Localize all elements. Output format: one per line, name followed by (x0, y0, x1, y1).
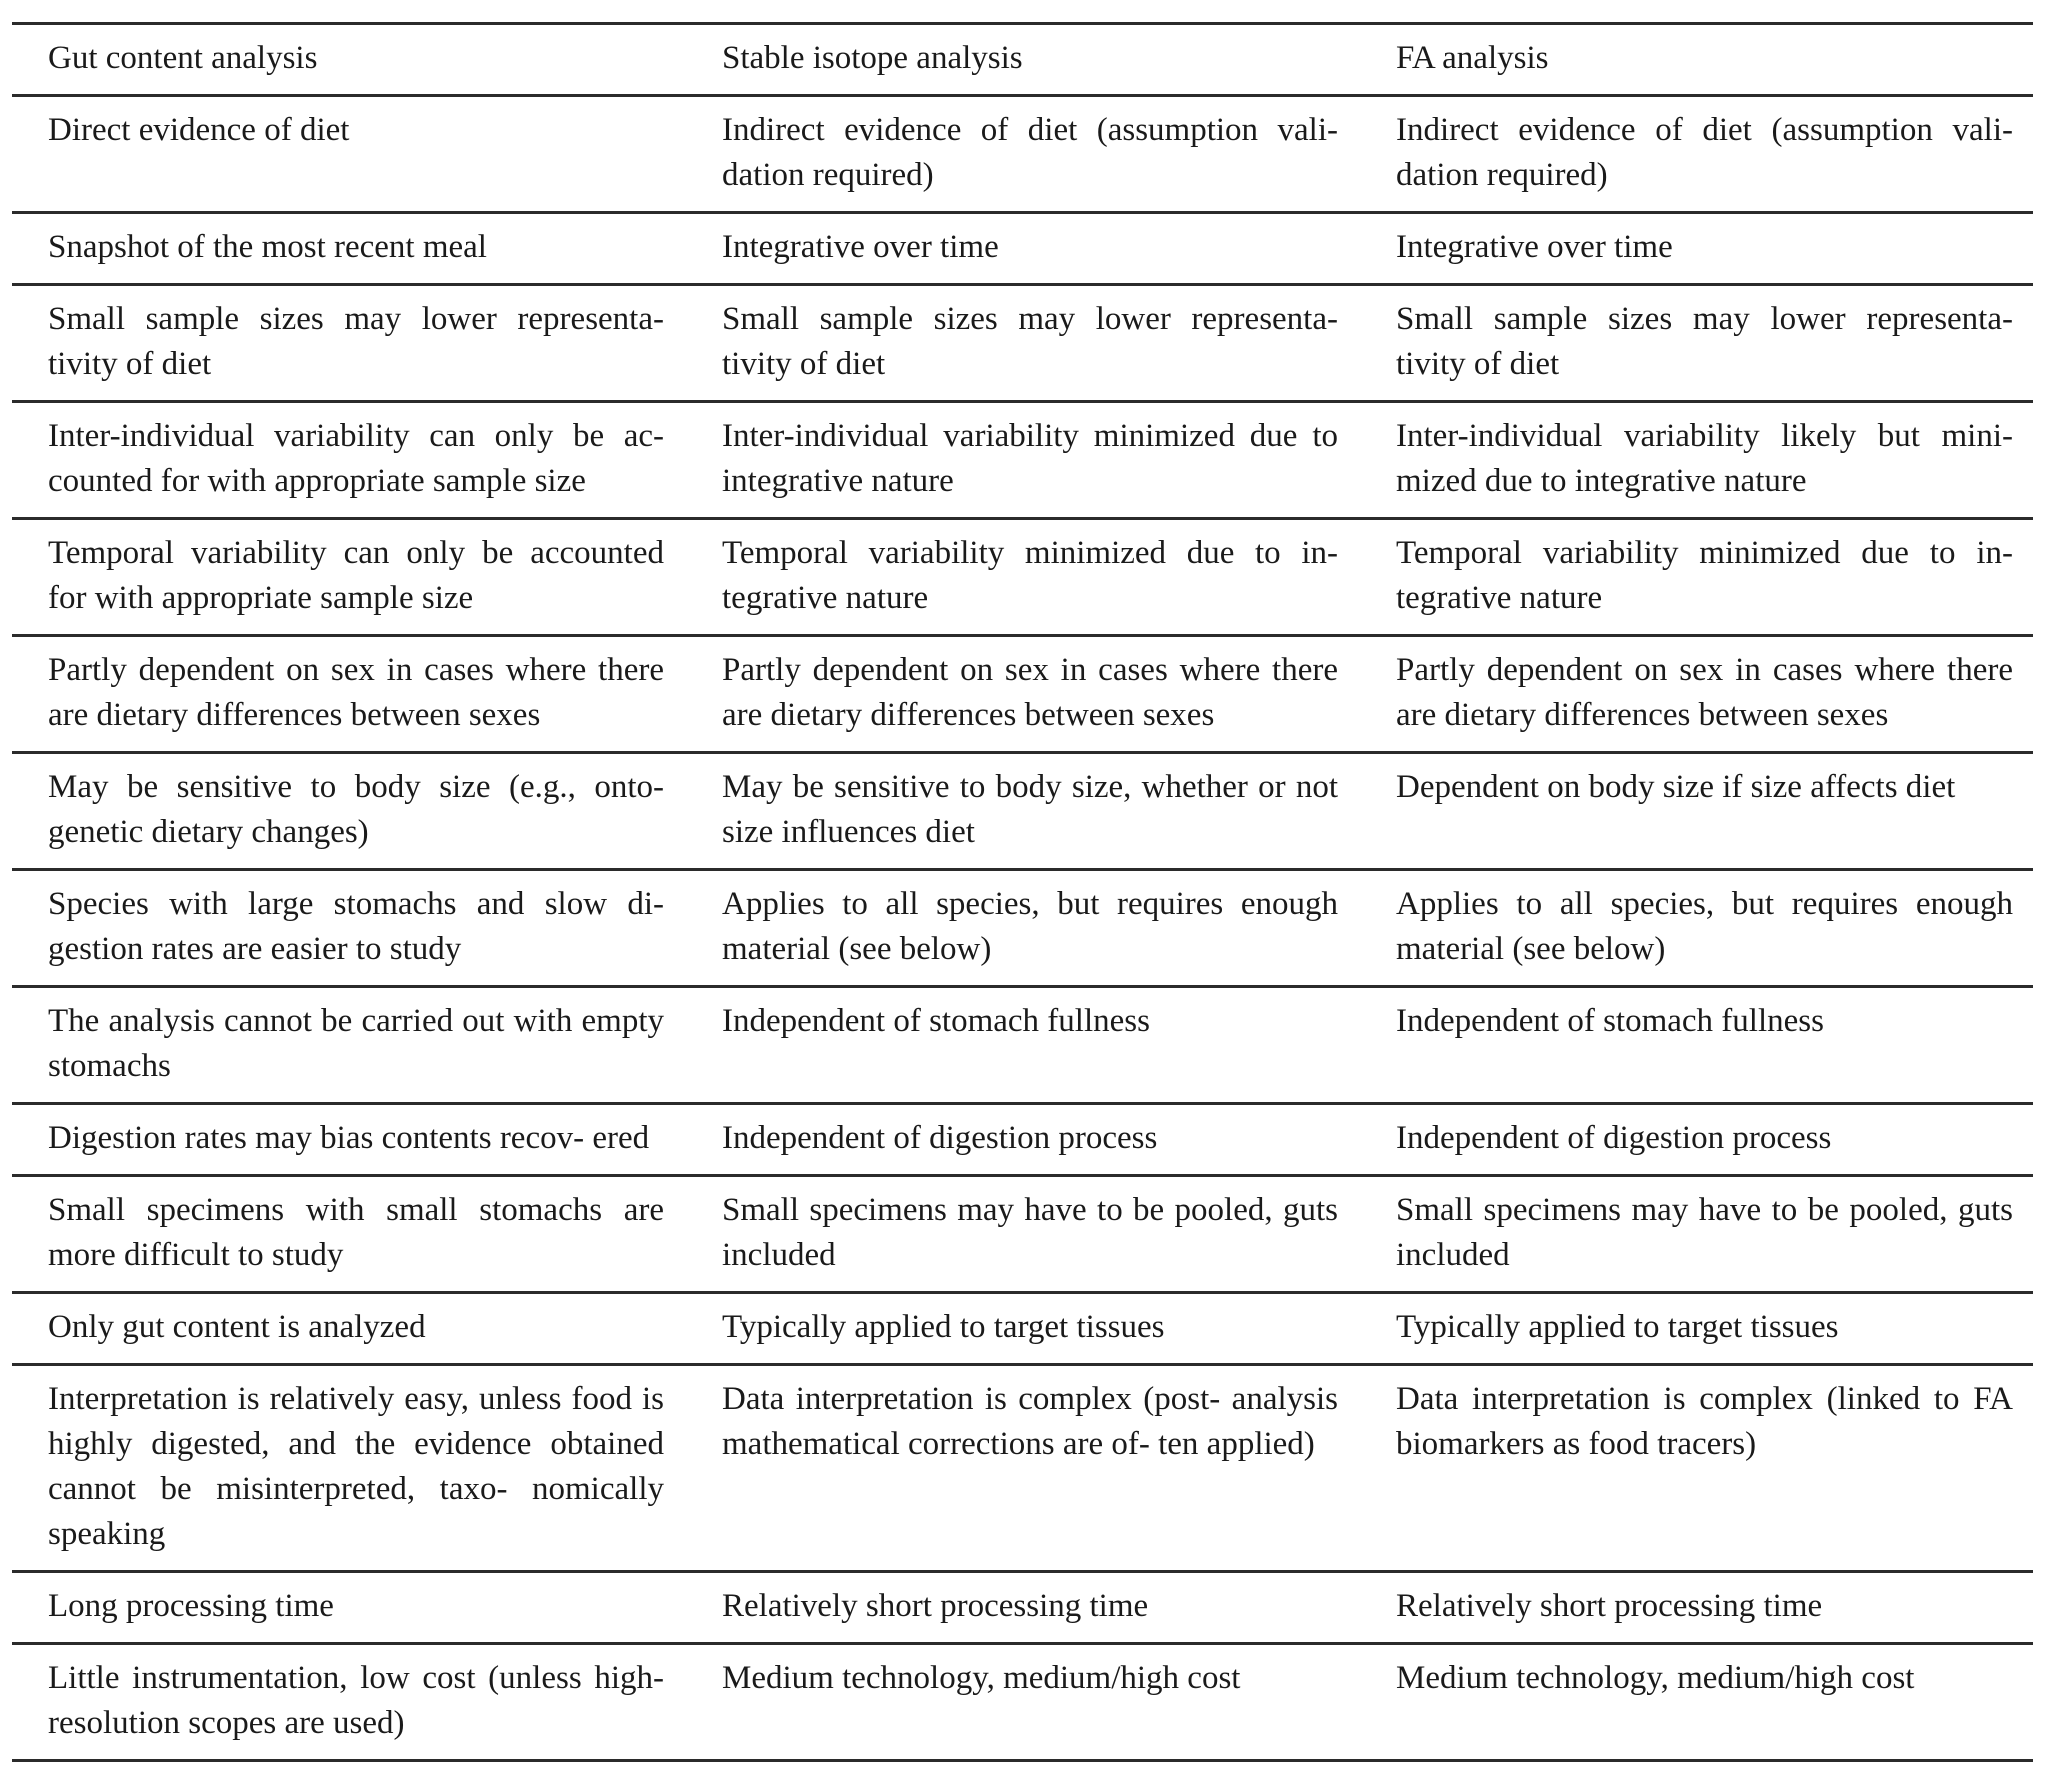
table-row (12, 753, 2033, 870)
cell-fa: Independent of digestion process (1360, 1104, 2033, 1176)
cell-stable-isotope: Integrative over time (686, 213, 1360, 285)
table-row (12, 1176, 2033, 1293)
cell-fa: Partly dependent on sex in cases where there are dietary differences between sexes (1360, 636, 2033, 753)
cell-gut-content: Only gut content is analyzed (12, 1293, 686, 1365)
cell-gut-content: May be sensitive to body size (e.g., onto- genetic dietary changes) (12, 753, 686, 870)
cell-gut-content: Species with large stomachs and slow di- gestion rates are easier to study (12, 870, 686, 987)
table-row (12, 1644, 2033, 1761)
cell-stable-isotope: Indirect evidence of diet (assumption vali- dation required) (686, 96, 1360, 213)
cell-stable-isotope: Medium technology, medium/high cost (722, 1660, 1241, 1696)
cell-fa: Applies to all species, but requires enough material (see below) (1360, 870, 2033, 987)
cell-gut-content: Small specimens with small stomachs are more difficult to study (12, 1176, 686, 1293)
cell-stable-isotope: Small specimens may have to be pooled, guts included (686, 1176, 1360, 1293)
cell-gut-content: Long processing time (12, 1572, 686, 1644)
cell-fa: Relatively short processing time (1360, 1572, 2033, 1644)
table-row (12, 1104, 2033, 1176)
cell-fa: Small specimens may have to be pooled, guts included (1360, 1176, 2033, 1293)
table-row (12, 987, 2033, 1104)
table-header-row (12, 24, 2033, 96)
cell-gut-content: Inter-individual variability can only be ac- counted for with appropriate sample size (12, 402, 686, 519)
cell-gut-content: Small sample sizes may lower representa- tivity of diet (12, 285, 686, 402)
header-fa-analysis: FA analysis (1360, 24, 2033, 96)
table-row (12, 96, 2033, 213)
cell-gut-content: Direct evidence of diet (12, 96, 686, 213)
cell-gut-content: Partly dependent on sex in cases where there are dietary differences between sexes (12, 636, 686, 753)
cell-fa: Indirect evidence of diet (assumption vali- dation required) (1360, 96, 2033, 213)
cell-gut-content: Temporal variability can only be accounted for with appropriate sample size (12, 519, 686, 636)
table-row (12, 213, 2033, 285)
cell-stable-isotope: Temporal variability minimized due to in- tegrative nature (686, 519, 1360, 636)
cell-gut-content: Little instrumentation, low cost (unless high-resolution scopes are used) (48, 1660, 664, 1741)
cell-stable-isotope: Partly dependent on sex in cases where there are dietary differences between sexes (686, 636, 1360, 753)
cell-gut-content: Digestion rates may bias contents recov- ered (12, 1104, 686, 1176)
cell-fa: Dependent on body size if size affects diet (1360, 753, 2033, 870)
cell-fa: Temporal variability minimized due to in- tegrative nature (1360, 519, 2033, 636)
table-row (12, 519, 2033, 636)
table-row (12, 402, 2033, 519)
table-row (12, 1293, 2033, 1365)
cell-stable-isotope: Typically applied to target tissues (686, 1293, 1360, 1365)
cell-stable-isotope: Applies to all species, but requires enough material (see below) (686, 870, 1360, 987)
cell-fa: Independent of stomach fullness (1360, 987, 2033, 1104)
cell-fa: Medium technology, medium/high cost (1396, 1660, 1915, 1696)
cell-stable-isotope: Independent of digestion process (686, 1104, 1360, 1176)
cell-stable-isotope: Inter-individual variability minimized due to integrative nature (686, 402, 1360, 519)
cell-fa: Small sample sizes may lower representa- tivity of diet (1360, 285, 2033, 402)
header-gut-content-analysis: Gut content analysis (12, 24, 686, 96)
cell-fa: Typically applied to target tissues (1360, 1293, 2033, 1365)
cell-gut-content: Snapshot of the most recent meal (12, 213, 686, 285)
table-row (12, 285, 2033, 402)
diet-analysis-comparison-table (12, 22, 2033, 1762)
cell-fa: Integrative over time (1360, 213, 2033, 285)
cell-fa: Inter-individual variability likely but mini- mized due to integrative nature (1360, 402, 2033, 519)
cell-gut-content: Interpretation is relatively easy, unless food is highly digested, and the evidence obtained cannot be misinterpreted, taxo- nomically speaking (12, 1365, 686, 1572)
table-row (12, 636, 2033, 753)
cell-stable-isotope: Small sample sizes may lower representa- tivity of diet (686, 285, 1360, 402)
comparison-table-container (12, 22, 2033, 1762)
table-row (12, 870, 2033, 987)
table-row (12, 1365, 2033, 1572)
cell-stable-isotope: Independent of stomach fullness (686, 987, 1360, 1104)
cell-gut-content: The analysis cannot be carried out with empty stomachs (12, 987, 686, 1104)
cell-fa: Data interpretation is complex (linked to FA biomarkers as food tracers) (1360, 1365, 2033, 1572)
cell-stable-isotope: Data interpretation is complex (post- analysis mathematical corrections are of- ten applied) (686, 1365, 1360, 1572)
header-stable-isotope-analysis: Stable isotope analysis (686, 24, 1360, 96)
cell-stable-isotope: May be sensitive to body size, whether or not size influences diet (686, 753, 1360, 870)
table-row (12, 1572, 2033, 1644)
cell-stable-isotope: Relatively short processing time (686, 1572, 1360, 1644)
